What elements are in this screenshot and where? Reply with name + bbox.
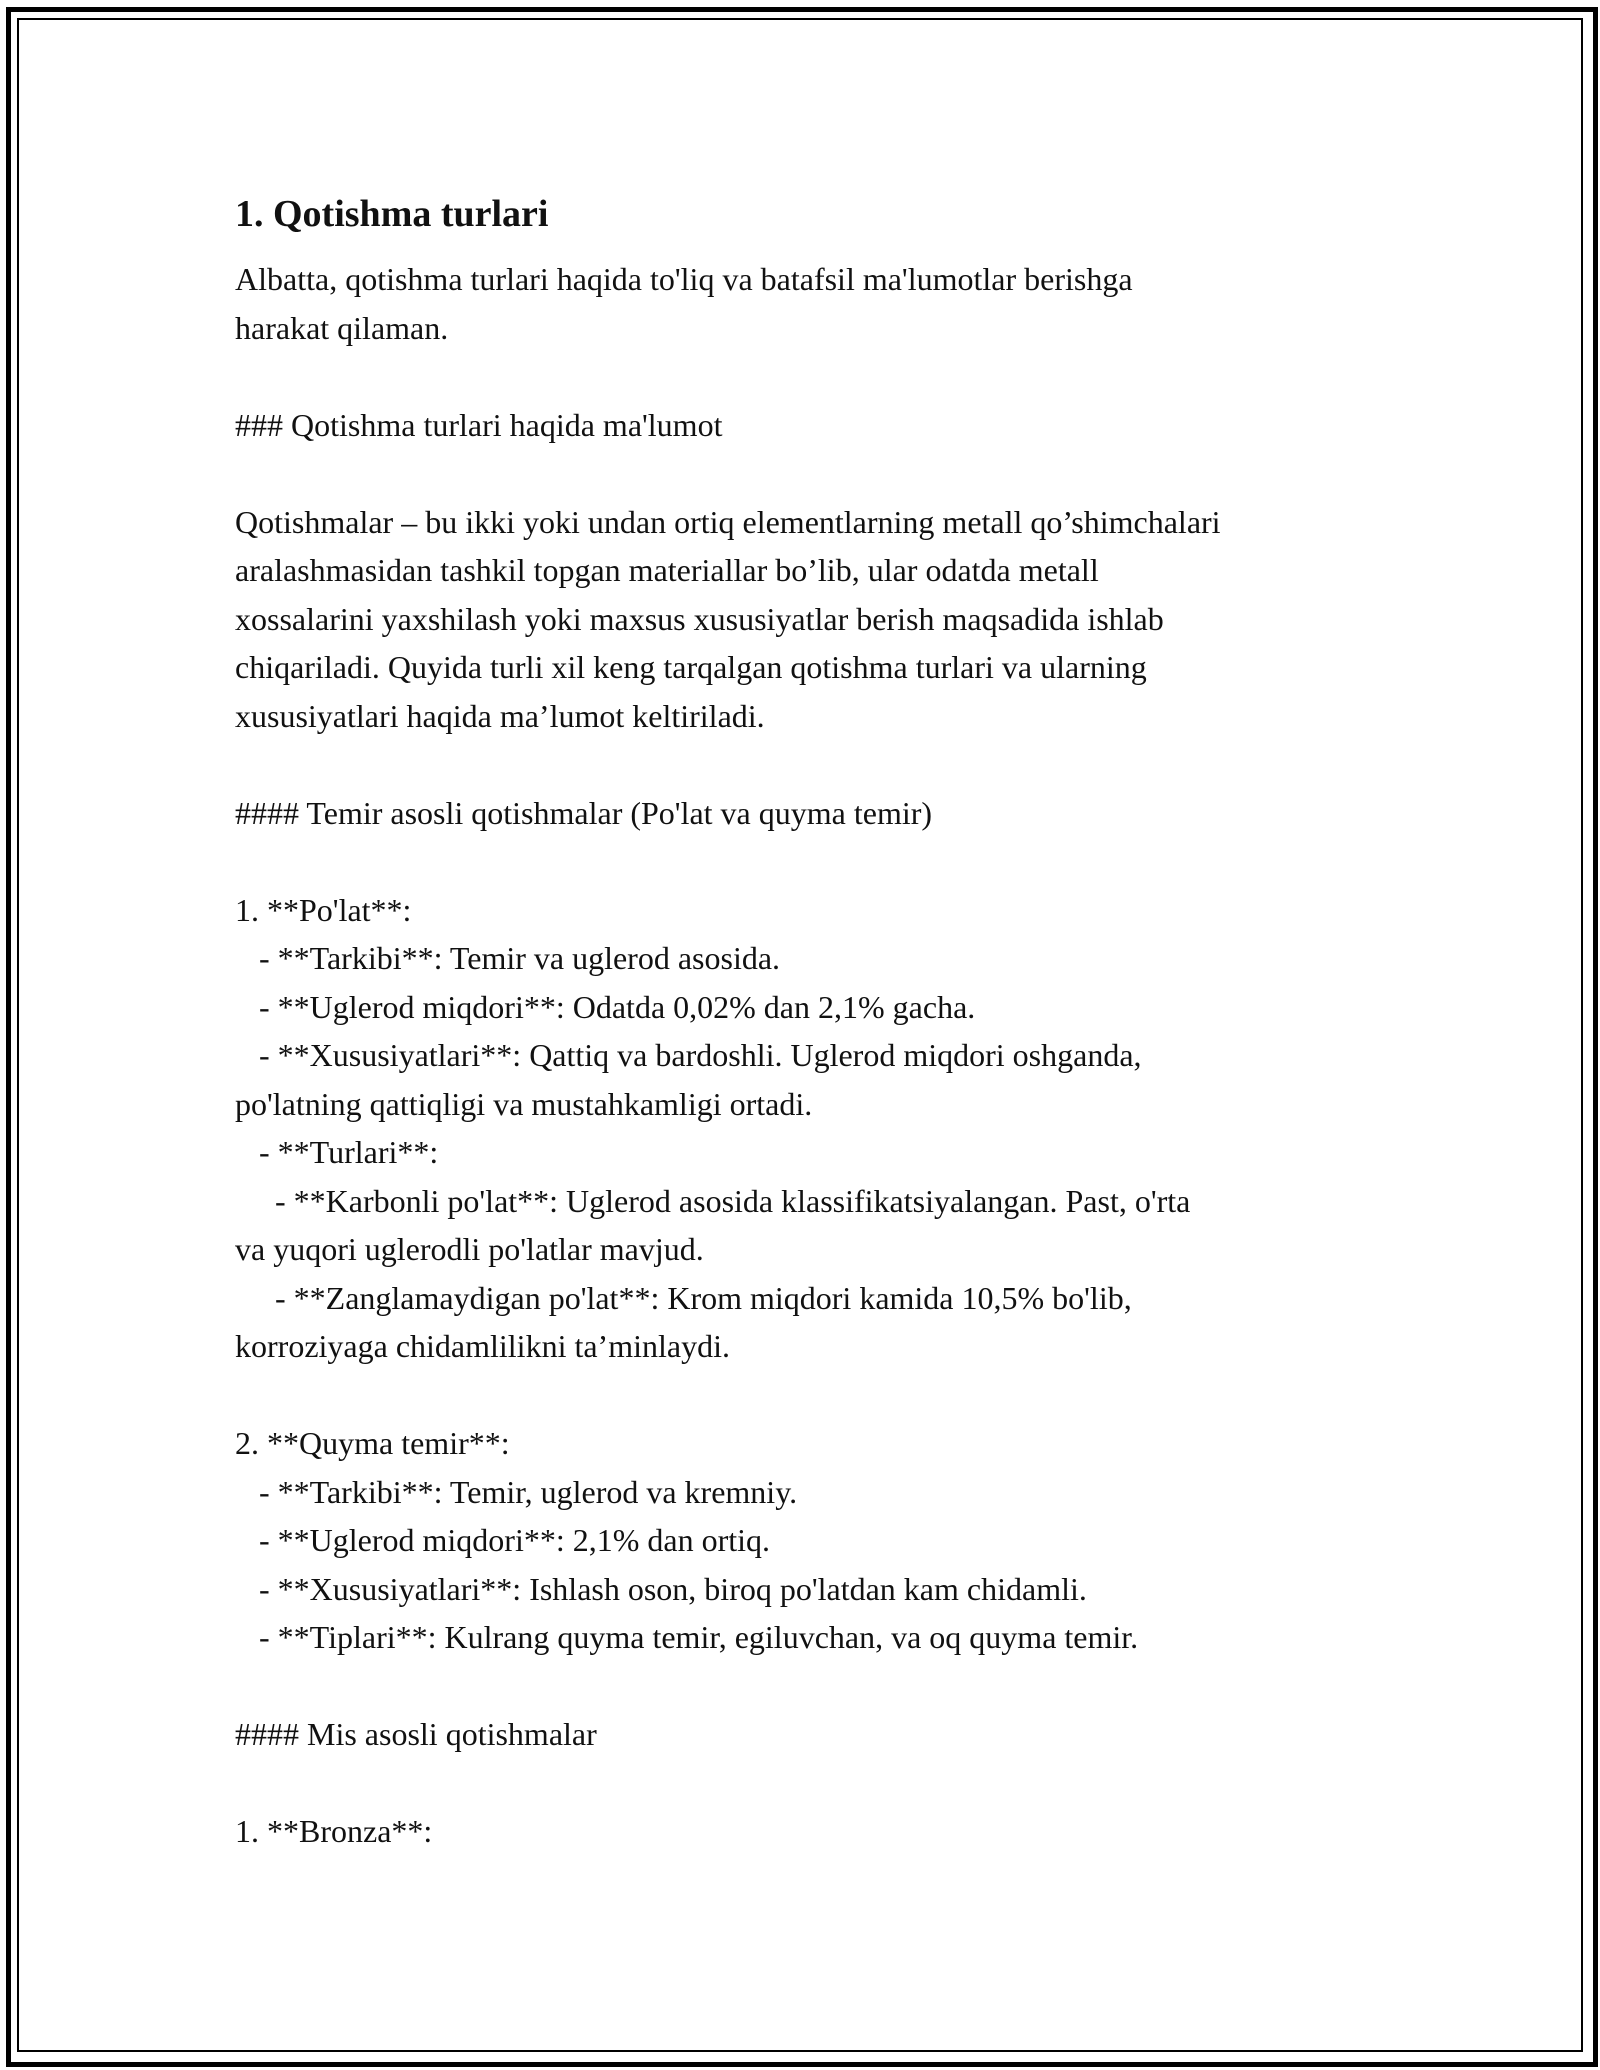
- definition-line: xususiyatlari haqida ma’lumot keltiriladi.: [235, 697, 765, 734]
- list-item: po'latning qattiqligi va mustahkamligi ortadi.: [235, 1085, 813, 1122]
- bronze-list: [235, 1807, 1365, 1856]
- list-item: - **Xususiyatlari**: Ishlash oson, biroq po'latdan kam chidamli.: [235, 1570, 1087, 1607]
- list-item: - **Tarkibi**: Temir va uglerod asosida.: [235, 940, 781, 976]
- blank-line: [235, 837, 1365, 886]
- blank-line: [235, 352, 1365, 401]
- iron-alloys-heading: #### Temir asosli qotishmalar (Po'lat va quyma temir): [235, 794, 933, 831]
- blank-line: [235, 1759, 1365, 1808]
- definition-line: xossalarini yaxshilash yoki maxsus xususiyatlar berish maqsadida ishlab: [235, 600, 1164, 637]
- copper-alloys-heading: #### Mis asosli qotishmalar: [235, 1716, 597, 1752]
- list-item: va yuqori uglerodli po'latlar mavjud.: [235, 1231, 704, 1267]
- section-heading: ### Qotishma turlari haqida ma'lumot: [235, 406, 723, 443]
- definition-line: chiqariladi. Quyida turli xil keng tarqalgan qotishma turlari va ularning: [235, 649, 1147, 685]
- definition-line: aralashmasidan tashkil topgan materiallar bo’lib, ular odatda metall: [235, 552, 1099, 588]
- blank-line: [235, 1662, 1365, 1711]
- definition-paragraph: [235, 498, 1365, 741]
- list-item: 1. **Bronza**:: [235, 1813, 433, 1849]
- document-title: 1. Qotishma turlari: [235, 193, 549, 235]
- list-item: - **Zanglamaydigan po'lat**: Krom miqdori kamida 10,5% bo'lib,: [235, 1279, 1132, 1316]
- list-item: - **Uglerod miqdori**: Odatda 0,02% dan 2,1% gacha.: [235, 988, 976, 1025]
- list-item: - **Tarkibi**: Temir, uglerod va kremniy.: [235, 1473, 798, 1510]
- definition-line: Qotishmalar – bu ikki yoki undan ortiq elementlarning metall qo’shimchalari: [235, 503, 1221, 540]
- intro-paragraph: [235, 255, 1365, 352]
- intro-line: harakat qilaman.: [235, 309, 449, 346]
- list-item: - **Turlari**:: [235, 1134, 439, 1170]
- list-item: - **Uglerod miqdori**: 2,1% dan ortiq.: [235, 1522, 771, 1558]
- cast-iron-list: [235, 1419, 1365, 1662]
- blank-line: [235, 740, 1365, 789]
- list-item: - **Karbonli po'lat**: Uglerod asosida klassifikatsiyalangan. Past, o'rta: [235, 1182, 1191, 1219]
- list-item: - **Tiplari**: Kulrang quyma temir, egiluvchan, va oq quyma temir.: [235, 1619, 1139, 1655]
- list-item: 1. **Po'lat**:: [235, 891, 412, 928]
- steel-list: [235, 886, 1365, 1371]
- list-item: - **Xususiyatlari**: Qattiq va bardoshli. Uglerod miqdori oshganda,: [235, 1037, 1142, 1073]
- list-item: 2. **Quyma temir**:: [235, 1425, 510, 1461]
- document-body: [235, 185, 1365, 1856]
- intro-line: Albatta, qotishma turlari haqida to'liq va batafsil ma'lumotlar berishga: [235, 261, 1133, 297]
- list-item: korroziyaga chidamlilikni ta’minlaydi.: [235, 1328, 730, 1364]
- blank-line: [235, 449, 1365, 498]
- blank-line: [235, 1371, 1365, 1420]
